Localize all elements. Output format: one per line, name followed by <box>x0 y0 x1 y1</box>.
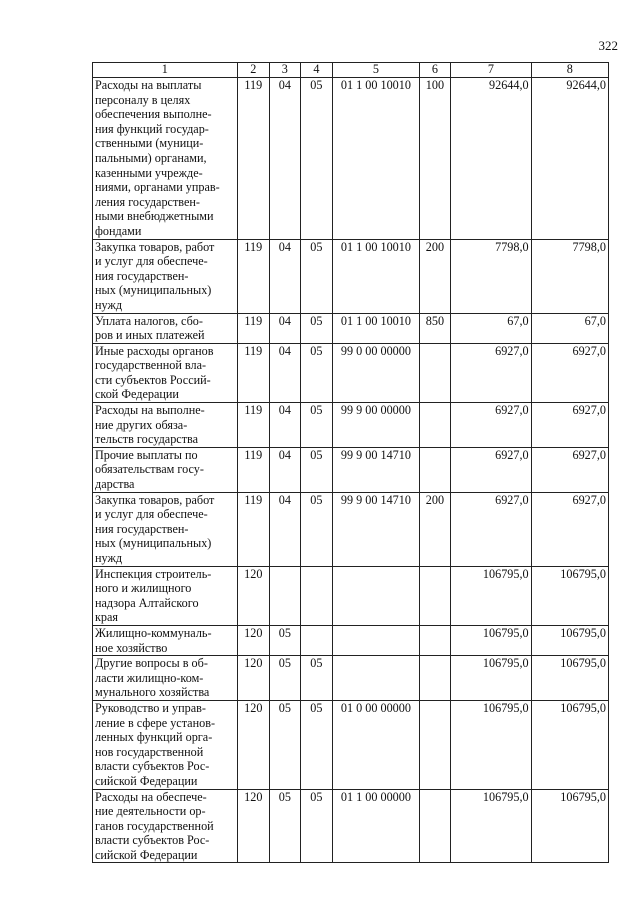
expense-name-line: Иные расходы органов <box>95 343 214 358</box>
expense-name-line: государственной вла- <box>95 358 207 373</box>
expense-name-line: ных (муниципальных) <box>95 536 212 551</box>
amount-cell: 106795,0 <box>451 566 531 625</box>
section-code-cell <box>270 566 301 625</box>
expense-name-line: Инспекция строитель- <box>95 566 212 581</box>
table-row <box>93 656 609 701</box>
expense-name-line: Расходы на обеспече- <box>95 789 207 804</box>
ministry-code-cell: 119 <box>237 403 270 448</box>
expense-type-cell <box>419 625 451 655</box>
section-code-cell: 04 <box>270 78 301 240</box>
amount-cell: 106795,0 <box>451 789 531 863</box>
subsection-code-cell: 05 <box>300 403 333 448</box>
amount-cell: 6927,0 <box>531 492 608 566</box>
expense-name-line: ными внебюджетными <box>95 209 214 224</box>
expense-name-line: ние других обяза- <box>95 417 188 432</box>
expense-name-line: власти субъектов Рос- <box>95 833 210 848</box>
header-cell: 7 <box>451 63 531 78</box>
section-code-cell: 04 <box>270 239 301 313</box>
ministry-code-cell: 120 <box>237 625 270 655</box>
section-code-cell: 05 <box>270 656 301 701</box>
expense-name-line: ное хозяйство <box>95 640 168 655</box>
expense-name-line: ление в сфере установ- <box>95 715 216 730</box>
expense-name-line: ской Федерации <box>95 387 179 402</box>
expense-name-line: Закупка товаров, работ <box>95 492 215 507</box>
table-row <box>93 789 609 863</box>
header-cell: 1 <box>93 63 238 78</box>
header-cell: 8 <box>531 63 608 78</box>
expense-name-line: Жилищно-коммуналь- <box>95 625 212 640</box>
table-row <box>93 239 609 313</box>
subsection-code-cell: 05 <box>300 78 333 240</box>
table-row <box>93 492 609 566</box>
table-row <box>93 403 609 448</box>
expense-name-line: сийской Федерации <box>95 847 198 862</box>
subsection-code-cell: 05 <box>300 447 333 492</box>
target-article-cell: 99 9 00 14710 <box>333 492 420 566</box>
expense-name-cell <box>93 700 238 789</box>
header-cell: 5 <box>333 63 420 78</box>
expense-name-line: ния функций государ- <box>95 121 209 136</box>
expense-name-cell <box>93 492 238 566</box>
subsection-code-cell: 05 <box>300 343 333 402</box>
expense-name-line: нужд <box>95 551 123 565</box>
subsection-code-cell: 05 <box>300 492 333 566</box>
expense-name-line: пальными) органами, <box>95 150 207 165</box>
expense-type-cell: 200 <box>419 492 451 566</box>
section-code-cell: 05 <box>270 625 301 655</box>
ministry-code-cell: 119 <box>237 447 270 492</box>
expense-name-cell <box>93 343 238 402</box>
expense-name-line: мунального хозяйства <box>95 685 210 700</box>
ministry-code-cell: 120 <box>237 789 270 863</box>
subsection-code-cell <box>300 625 333 655</box>
expense-name-line: ния государствен- <box>95 268 189 283</box>
amount-cell: 106795,0 <box>451 625 531 655</box>
expense-name-line: ние деятельности ор- <box>95 804 206 819</box>
table-header-row <box>93 63 609 78</box>
target-article-cell: 99 9 00 14710 <box>333 447 420 492</box>
section-code-cell: 04 <box>270 403 301 448</box>
section-code-cell: 04 <box>270 447 301 492</box>
expense-name-cell <box>93 313 238 343</box>
target-article-cell: 01 1 00 10010 <box>333 313 420 343</box>
target-article-cell <box>333 625 420 655</box>
expense-name-line: Расходы на выплаты <box>95 78 202 92</box>
table-row <box>93 313 609 343</box>
expense-name-line: обеспечения выполне- <box>95 107 212 122</box>
expense-name-line: тельств государства <box>95 432 199 447</box>
amount-cell: 6927,0 <box>451 343 531 402</box>
expense-name-line: Прочие выплаты по <box>95 447 198 462</box>
expense-name-cell <box>93 78 238 240</box>
expense-name-line: сийской Федерации <box>95 773 198 788</box>
table-row <box>93 343 609 402</box>
expense-name-cell <box>93 789 238 863</box>
amount-cell: 6927,0 <box>531 403 608 448</box>
expense-type-cell <box>419 566 451 625</box>
expense-name-line: ров и иных платежей <box>95 328 205 343</box>
amount-cell: 6927,0 <box>531 343 608 402</box>
ministry-code-cell: 119 <box>237 313 270 343</box>
expense-name-line: надзора Алтайского <box>95 595 199 610</box>
expense-name-line: казенными учрежде- <box>95 165 203 180</box>
amount-cell: 67,0 <box>531 313 608 343</box>
expense-name-line: Закупка товаров, работ <box>95 239 215 254</box>
ministry-code-cell: 120 <box>237 700 270 789</box>
target-article-cell: 01 1 00 10010 <box>333 239 420 313</box>
expense-name-line: ных (муниципальных) <box>95 283 212 298</box>
amount-cell: 106795,0 <box>531 566 608 625</box>
subsection-code-cell: 05 <box>300 700 333 789</box>
expense-name-cell <box>93 447 238 492</box>
expense-name-line: ганов государственной <box>95 818 214 833</box>
amount-cell: 106795,0 <box>531 700 608 789</box>
expense-name-line: Уплата налогов, сбо- <box>95 313 203 328</box>
target-article-cell: 99 0 00 00000 <box>333 343 420 402</box>
expense-name-line: Другие вопросы в об- <box>95 656 208 671</box>
section-code-cell: 05 <box>270 700 301 789</box>
target-article-cell: 99 9 00 00000 <box>333 403 420 448</box>
section-code-cell: 04 <box>270 492 301 566</box>
expense-type-cell <box>419 447 451 492</box>
subsection-code-cell: 05 <box>300 789 333 863</box>
expense-name-line: дарства <box>95 477 135 492</box>
ministry-code-cell: 119 <box>237 78 270 240</box>
expense-type-cell <box>419 700 451 789</box>
ministry-code-cell: 119 <box>237 343 270 402</box>
target-article-cell: 01 0 00 00000 <box>333 700 420 789</box>
amount-cell: 106795,0 <box>531 789 608 863</box>
expense-name-cell <box>93 656 238 701</box>
table-row <box>93 625 609 655</box>
target-article-cell: 01 1 00 10010 <box>333 78 420 240</box>
expense-name-line: фондами <box>95 223 142 238</box>
expense-name-line: и услуг для обеспече- <box>95 507 208 522</box>
amount-cell: 6927,0 <box>451 492 531 566</box>
expense-name-line: сти субъектов Россий- <box>95 372 211 387</box>
expense-type-cell <box>419 403 451 448</box>
expense-type-cell <box>419 656 451 701</box>
expense-name-line: персоналу в целях <box>95 92 191 107</box>
amount-cell: 6927,0 <box>531 447 608 492</box>
page-number: 322 <box>598 38 618 53</box>
header-cell: 2 <box>237 63 270 78</box>
header-cell: 4 <box>300 63 333 78</box>
amount-cell: 106795,0 <box>531 625 608 655</box>
expense-name-line: края <box>95 610 119 625</box>
header-cell: 3 <box>270 63 301 78</box>
table-row <box>93 78 609 240</box>
expense-name-cell <box>93 239 238 313</box>
section-code-cell: 04 <box>270 343 301 402</box>
expense-name-line: власти субъектов Рос- <box>95 759 210 774</box>
table-row <box>93 447 609 492</box>
subsection-code-cell <box>300 566 333 625</box>
ministry-code-cell: 120 <box>237 656 270 701</box>
amount-cell: 106795,0 <box>451 656 531 701</box>
expense-name-line: нов государственной <box>95 744 204 759</box>
amount-cell: 7798,0 <box>531 239 608 313</box>
header-cell: 6 <box>419 63 451 78</box>
amount-cell: 67,0 <box>451 313 531 343</box>
expense-type-cell: 200 <box>419 239 451 313</box>
section-code-cell: 04 <box>270 313 301 343</box>
ministry-code-cell: 119 <box>237 239 270 313</box>
expense-name-cell <box>93 625 238 655</box>
ministry-code-cell: 120 <box>237 566 270 625</box>
expense-type-cell: 100 <box>419 78 451 240</box>
expense-name-line: ниями, органами управ- <box>95 180 220 195</box>
expense-name-line: Расходы на выполне- <box>95 403 205 418</box>
section-code-cell: 05 <box>270 789 301 863</box>
expense-type-cell <box>419 789 451 863</box>
amount-cell: 7798,0 <box>451 239 531 313</box>
expense-name-line: нужд <box>95 297 123 312</box>
amount-cell: 6927,0 <box>451 447 531 492</box>
expense-name-line: ласти жилищно-ком- <box>95 670 204 685</box>
target-article-cell: 01 1 00 00000 <box>333 789 420 863</box>
expense-name-line: ния государствен- <box>95 521 189 536</box>
expense-name-line: ленных функций орга- <box>95 730 213 745</box>
amount-cell: 92644,0 <box>451 78 531 240</box>
target-article-cell <box>333 566 420 625</box>
expense-name-cell <box>93 403 238 448</box>
ministry-code-cell: 119 <box>237 492 270 566</box>
expense-name-cell <box>93 566 238 625</box>
table-row <box>93 700 609 789</box>
amount-cell: 6927,0 <box>451 403 531 448</box>
subsection-code-cell: 05 <box>300 656 333 701</box>
expense-type-cell <box>419 343 451 402</box>
amount-cell: 92644,0 <box>531 78 608 240</box>
target-article-cell <box>333 656 420 701</box>
expense-type-cell: 850 <box>419 313 451 343</box>
expense-name-line: ного и жилищного <box>95 581 192 596</box>
expense-name-line: и услуг для обеспече- <box>95 254 208 269</box>
expense-name-line: ственными (муници- <box>95 136 204 151</box>
budget-table <box>92 62 609 863</box>
expense-name-line: ления государствен- <box>95 194 200 209</box>
amount-cell: 106795,0 <box>531 656 608 701</box>
subsection-code-cell: 05 <box>300 239 333 313</box>
table-row <box>93 566 609 625</box>
amount-cell: 106795,0 <box>451 700 531 789</box>
expense-name-line: Руководство и управ- <box>95 700 206 715</box>
expense-name-line: обязательствам госу- <box>95 462 204 477</box>
subsection-code-cell: 05 <box>300 313 333 343</box>
